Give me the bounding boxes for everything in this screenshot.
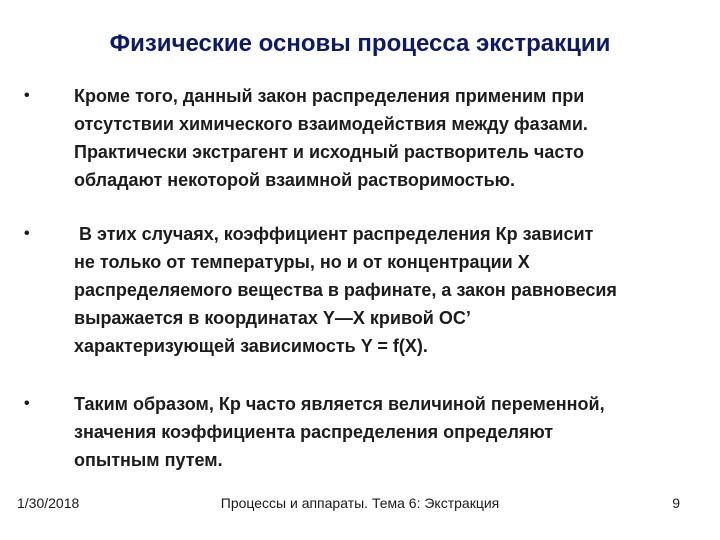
bullet-line: значения коэффициента распределения определяют [74, 422, 554, 442]
footer-title: Процессы и аппараты. Тема 6: Экстракция [220, 495, 500, 511]
bullet-line: опытным путем. [74, 450, 223, 470]
bullet-item-3 [24, 390, 704, 474]
bullet-line: обладают некоторой взаимной растворимостью. [74, 170, 516, 190]
bullet-text [74, 220, 714, 360]
bullet-line: характеризующей зависимость Y = f(X). [74, 336, 428, 356]
bullet-marker: • [24, 225, 30, 242]
bullet-line: Таким образом, Кр часто является величиной переменной, [74, 394, 605, 414]
bullet-line: отсутствии химического взаимодействия между фазами. [74, 114, 588, 134]
bullet-line: выражается в координатах Y—X кривой ОС’ [74, 308, 471, 328]
bullet-line: Кроме того, данный закон распределения применим при [74, 86, 585, 106]
bullet-line: не только от температуры, но и от концентрации X [74, 252, 530, 272]
bullet-marker: • [24, 395, 30, 412]
bullet-text [74, 82, 714, 194]
bullet-item-1 [24, 82, 704, 194]
footer-date: 1/30/2018 [17, 495, 80, 511]
bullet-text [74, 390, 714, 474]
slide-title: Физические основы процесса экстракции [109, 30, 611, 57]
bullet-line: Практически экстрагент и исходный растворитель часто [74, 142, 584, 162]
page-number: 9 [672, 495, 680, 511]
bullet-marker: • [24, 87, 30, 104]
bullet-item-2 [24, 220, 704, 360]
bullet-line: В этих случаях, коэффициент распределения Кр зависит [74, 224, 594, 244]
bullet-line: распределяемого вещества в рафинате, а закон равновесия [74, 280, 617, 300]
